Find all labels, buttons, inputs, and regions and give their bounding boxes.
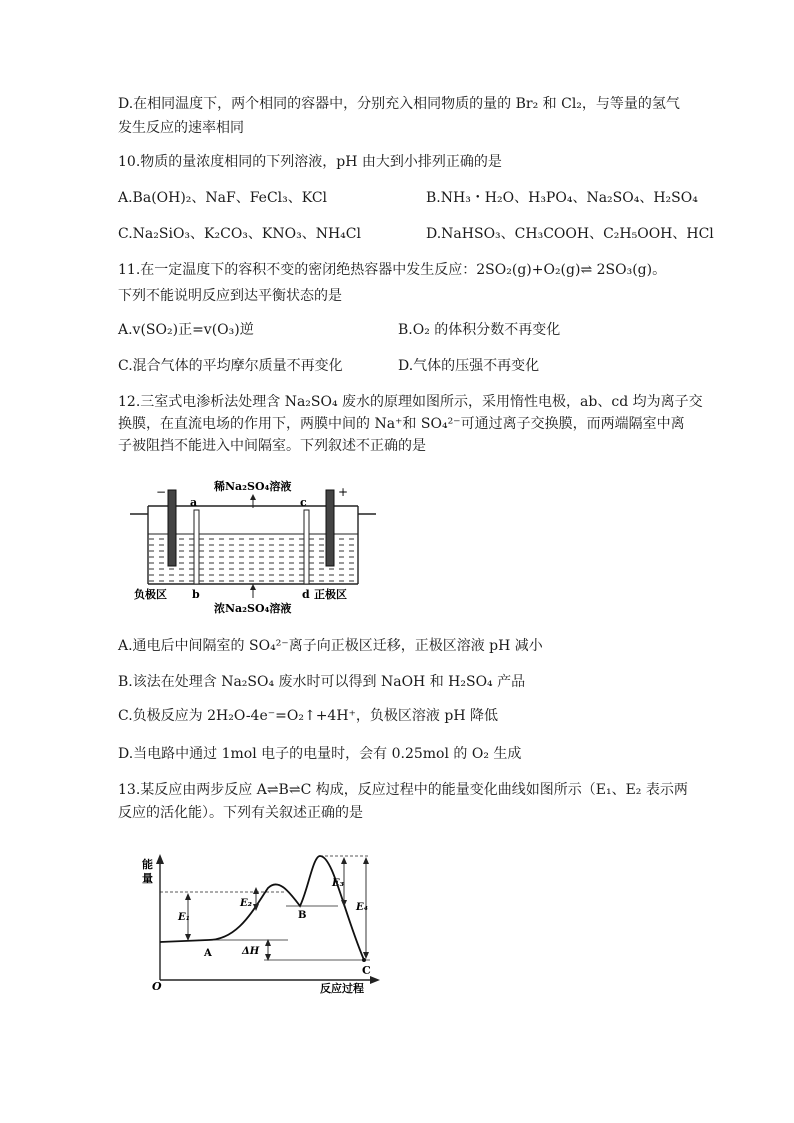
q10-option-d: D.NaHSO₃、CH₃COOH、C₂H₅OOH、HCl [426, 226, 714, 242]
membrane-ab [194, 510, 199, 584]
q9-option-d-line1: D.在相同温度下，两个相同的容器中，分别充入相同物质的量的 Br₂ 和 Cl₂，与等量的氢气 [118, 96, 680, 112]
energy-axis-label-2: 量 [142, 872, 153, 885]
point-a-label: A [204, 948, 212, 959]
plus-sign: + [338, 485, 349, 499]
minus-sign: − [156, 485, 167, 499]
positive-electrode [326, 490, 334, 566]
q11-option-d: D.气体的压强不再变化 [398, 358, 540, 374]
reaction-progress-label: 反应过程 [320, 982, 364, 995]
q10-option-b: B.NH₃・H₂O、H₃PO₄、Na₂SO₄、H₂SO₄ [426, 190, 698, 206]
membrane-a-label: a [190, 496, 198, 509]
q12-option-c: C.负极反应为 2H₂O-4e⁻=O₂↑+4H⁺，负极区溶液 pH 降低 [118, 708, 499, 724]
q11-option-c: C.混合气体的平均摩尔质量不再变化 [118, 358, 343, 374]
q12-option-d: D.当电路中通过 1mol 电子的电量时，会有 0.25mol 的 O₂ 生成 [118, 746, 522, 762]
e2-label: E₂ [240, 898, 253, 909]
positive-region-label: 正极区 [314, 588, 347, 601]
q12-stem-line3: 子被阻挡不能进入中间隔室。下列叙述不正确的是 [118, 438, 426, 454]
q11-stem-line2: 下列不能说明反应到达平衡状态的是 [118, 288, 342, 304]
q10-option-a: A.Ba(OH)₂、NaF、FeCl₃、KCl [118, 190, 328, 206]
energy-axis-label-1: 能 [142, 858, 153, 871]
q10-stem: 10.物质的量浓度相同的下列溶液，pH 由大到小排列正确的是 [118, 154, 502, 170]
membrane-d-label: d [302, 588, 310, 601]
electrodialysis-figure [128, 476, 378, 616]
q13-stem-line1: 13.某反应由两步反应 A⇌B⇌C 构成，反应过程中的能量变化曲线如图所示（E₁、E₂ 表示两 [118, 782, 688, 798]
energy-curve [160, 856, 364, 960]
q11-option-a: A.v(SO₂)正=v(O₃)逆 [118, 322, 254, 338]
q10-option-c: C.Na₂SiO₃、K₂CO₃、KNO₃、NH₄Cl [118, 226, 361, 242]
membrane-cd [304, 510, 309, 584]
negative-electrode [168, 490, 176, 566]
energy-diagram [138, 850, 388, 995]
membrane-b-label: b [192, 588, 200, 601]
q11-option-b: B.O₂ 的体积分数不再变化 [398, 322, 561, 338]
point-b-label: B [298, 910, 307, 921]
point-c-label: C [362, 964, 371, 977]
e4-label: E₄ [356, 902, 369, 913]
q12-option-a: A.通电后中间隔室的 SO₄²⁻离子向正极区迁移，正极区溶液 pH 减小 [118, 638, 543, 654]
q13-stem-line2: 反应的活化能）。下列有关叙述正确的是 [118, 805, 363, 821]
membrane-c-label: c [300, 496, 307, 509]
e3-label: E₃ [332, 878, 345, 889]
negative-region-label: 负极区 [134, 588, 167, 601]
q9-option-d-line2: 发生反应的速率相同 [118, 120, 244, 136]
q11-stem-line1: 11.在一定温度下的容积不变的密闭绝热容器中发生反应：2SO₂(g)+O₂(g)⇌ 2SO₃(g)。 [118, 262, 667, 278]
origin-label: O [152, 980, 162, 993]
q12-option-b: B.该法在处理含 Na₂SO₄ 废水时可以得到 NaOH 和 H₂SO₄ 产品 [118, 674, 526, 690]
dilute-solution-label: 稀Na₂SO₄溶液 [214, 480, 292, 493]
q12-stem-line2: 换膜，在直流电场的作用下，两膜中间的 Na⁺和 SO₄²⁻可通过离子交换膜，而两端隔室中离 [118, 416, 685, 432]
concentrated-solution-label: 浓Na₂SO₄溶液 [214, 602, 292, 615]
q12-stem-line1: 12.三室式电渗析法处理含 Na₂SO₄ 废水的原理如图所示，采用惰性电极，ab、cd 均为离子交 [118, 394, 703, 410]
e1-label: E₁ [178, 912, 191, 923]
delta-h-label: ΔH [242, 946, 260, 957]
